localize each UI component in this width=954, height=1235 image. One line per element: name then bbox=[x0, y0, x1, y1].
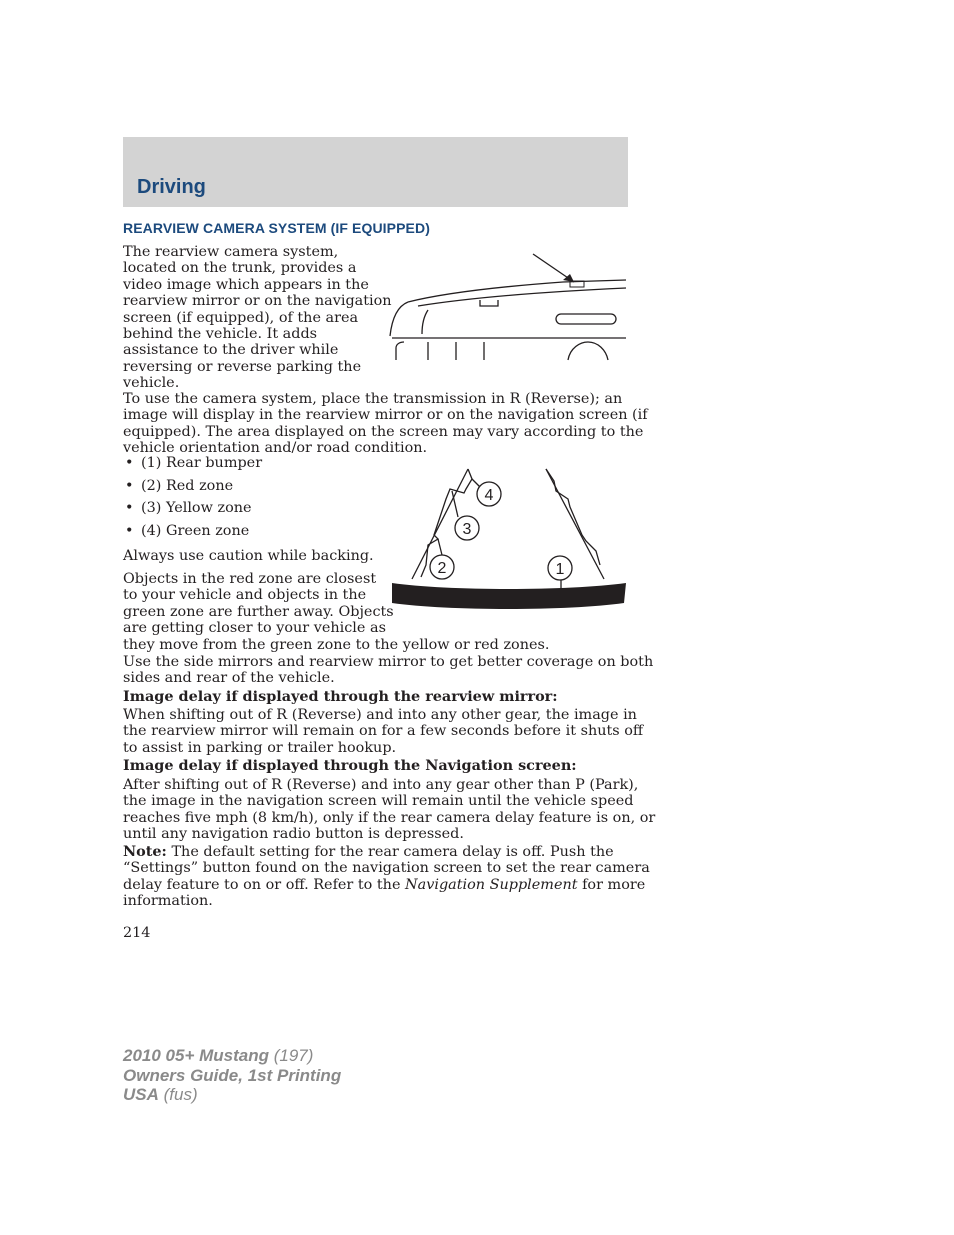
intro-line: reversing or reverse parking the bbox=[123, 358, 362, 375]
intro-paragraph bbox=[123, 244, 392, 392]
nav-delay-line: After shifting out of R (Reverse) and into any gear other than P (Park), bbox=[123, 777, 639, 793]
footer-model: 2010 05+ Mustang bbox=[123, 1046, 269, 1065]
footer-region-code: (fus) bbox=[158, 1085, 198, 1104]
document-footer bbox=[123, 1046, 341, 1105]
list-item-label: (2) Red zone bbox=[141, 477, 234, 494]
mirrors-line: Use the side mirrors and rearview mirror to get better coverage on both bbox=[123, 654, 654, 670]
note-text: The default setting for the rear camera delay is off. Push the bbox=[166, 844, 614, 860]
callout-label-1: 1 bbox=[555, 561, 565, 578]
footer-model-code: (197) bbox=[269, 1046, 314, 1065]
list-item-label: (1) Rear bumper bbox=[141, 455, 263, 471]
nav-delay-line: the image in the navigation screen will remain until the vehicle speed bbox=[123, 793, 634, 810]
intro-line: vehicle. bbox=[123, 375, 180, 392]
intro-line: located on the trunk, provides a bbox=[123, 260, 357, 277]
note-line: “Settings” button found on the navigation screen to set the rear camera bbox=[123, 860, 650, 877]
body-curve-line bbox=[390, 302, 408, 336]
section-title: Driving bbox=[137, 176, 206, 198]
nav-delay-paragraph bbox=[123, 777, 655, 843]
objects-line: they move from the green zone to the yellow or red zones. bbox=[123, 636, 550, 653]
callout-label-4: 4 bbox=[484, 487, 494, 504]
tail-light bbox=[556, 314, 616, 324]
usage-line: To use the camera system, place the transmission in R (Reverse); an bbox=[123, 391, 623, 407]
list-item-label: (4) Green zone bbox=[141, 522, 250, 539]
note-paragraph bbox=[123, 844, 650, 910]
wheel-arch bbox=[568, 342, 608, 360]
bullet: • bbox=[125, 477, 134, 494]
note-line: for more bbox=[577, 876, 646, 893]
objects-line: to your vehicle and objects in the bbox=[123, 587, 367, 604]
trunk-line bbox=[408, 280, 626, 302]
navigation-supplement-reference: Navigation Supplement bbox=[405, 876, 578, 893]
list-item bbox=[123, 500, 262, 523]
objects-paragraph bbox=[123, 571, 549, 653]
list-item-label: (3) Yellow zone bbox=[141, 500, 252, 517]
mirror-delay-line: When shifting out of R (Reverse) and into any other gear, the image in bbox=[123, 707, 637, 723]
list-item bbox=[123, 478, 262, 501]
footer-printing: Owners Guide, 1st Printing bbox=[123, 1065, 342, 1085]
bullet: • bbox=[125, 455, 134, 471]
nav-delay-heading: Image delay if displayed through the Navigation screen: bbox=[123, 757, 577, 774]
nav-delay-line: reaches five mph (8 km/h), only if the rear camera delay feature is on, or bbox=[123, 809, 656, 826]
bullet: • bbox=[125, 522, 134, 539]
usage-line: image will display in the rearview mirror or on the navigation screen (if bbox=[123, 407, 648, 424]
intro-line: screen (if equipped), of the area bbox=[123, 309, 359, 326]
intro-line: video image which appears in the bbox=[123, 276, 369, 293]
footer-region: USA bbox=[123, 1085, 159, 1104]
label-leader-2 bbox=[438, 539, 442, 555]
objects-line: are getting closer to your vehicle as bbox=[123, 620, 386, 637]
bullet: • bbox=[125, 500, 134, 517]
intro-line: behind the vehicle. It adds bbox=[123, 326, 318, 343]
mirror-delay-line: the rearview mirror will remain on for a few seconds before it shuts off bbox=[123, 723, 644, 740]
note-label: Note: bbox=[123, 843, 167, 860]
list-item bbox=[123, 455, 262, 478]
note-line: information. bbox=[123, 893, 213, 910]
mirrors-line: sides and rear of the vehicle. bbox=[123, 670, 335, 687]
list-item bbox=[123, 523, 262, 546]
label-leader-4 bbox=[472, 479, 480, 487]
intro-line: assistance to the driver while bbox=[123, 342, 339, 359]
usage-line: equipped). The area displayed on the screen may vary according to the bbox=[123, 423, 644, 440]
bumper-corner-line bbox=[396, 342, 404, 360]
page-number: 214 bbox=[123, 925, 151, 941]
trunk-edge-line bbox=[418, 288, 626, 306]
body-panel-line bbox=[422, 310, 428, 334]
caution-text: Always use caution while backing. bbox=[123, 548, 374, 564]
vehicle-rear-camera-illustration bbox=[388, 248, 630, 366]
mirror-delay-heading: Image delay if displayed through the rearview mirror: bbox=[123, 688, 558, 705]
intro-line: rearview mirror or on the navigation bbox=[123, 293, 392, 310]
objects-line: Objects in the red zone are closest bbox=[123, 571, 377, 587]
mirror-delay-line: to assist in parking or trailer hookup. bbox=[123, 739, 397, 756]
mirrors-paragraph bbox=[123, 654, 653, 687]
nav-delay-line: until any navigation radio button is depressed. bbox=[123, 826, 464, 843]
section-heading: REARVIEW CAMERA SYSTEM (IF EQUIPPED) bbox=[123, 220, 430, 236]
mirror-delay-paragraph bbox=[123, 707, 643, 756]
objects-line: green zone are further away. Objects bbox=[123, 603, 394, 620]
intro-line: The rearview camera system, bbox=[123, 244, 339, 260]
usage-paragraph bbox=[123, 391, 648, 457]
note-line: delay feature to on or off. Refer to the bbox=[123, 876, 406, 893]
right-guideline-zones bbox=[546, 469, 600, 565]
callout-label-2: 2 bbox=[437, 560, 447, 577]
callout-label-3: 3 bbox=[462, 521, 472, 538]
zone-legend-list bbox=[123, 455, 262, 545]
usage-line: vehicle orientation and/or road condition. bbox=[123, 440, 428, 457]
license-light-line bbox=[480, 300, 498, 306]
